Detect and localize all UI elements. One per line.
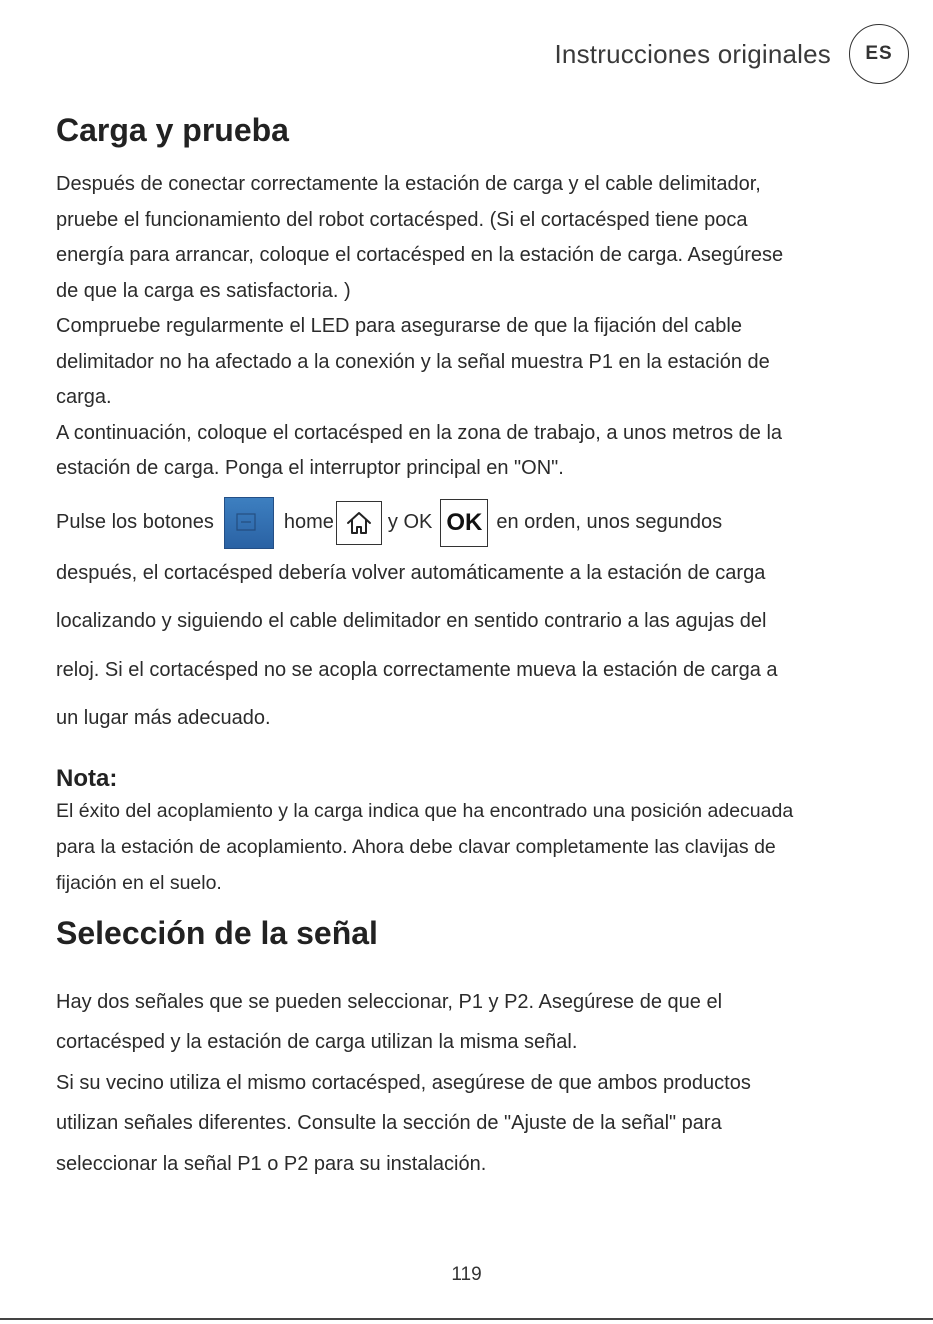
- section-title-senal: Selección de la señal: [56, 914, 378, 951]
- text-line: después, el cortacésped debería volver automáticamente a la estación de carga: [56, 561, 766, 584]
- text-line: cortacésped y la estación de carga utilizan la misma señal.: [56, 1031, 578, 1053]
- section1-paragraph-a: [56, 167, 876, 487]
- text-line: A continuación, coloque el cortacésped en la zona de trabajo, a unos metros de la: [56, 421, 783, 444]
- page-content: [56, 112, 876, 1184]
- ok-key-icon: OK: [440, 499, 488, 547]
- text-line: seleccionar la señal P1 o P2 para su instalación.: [56, 1152, 487, 1175]
- language-badge: ES: [849, 24, 909, 84]
- text-line: Si su vecino utiliza el mismo cortacésped, asegúrese de que ambos productos: [56, 1071, 751, 1094]
- text-line: carga.: [56, 386, 112, 408]
- buttons-prefix: Pulse los botones: [56, 511, 214, 533]
- text-line: para la estación de acoplamiento. Ahora debe clavar completamente las clavijas de: [56, 835, 776, 858]
- page-number: 119: [451, 1264, 482, 1285]
- footer-divider: [0, 1318, 933, 1320]
- home-icon: [336, 501, 382, 545]
- text-line: reloj. Si el cortacésped no se acopla correctamente mueva la estación de carga a: [56, 658, 778, 681]
- text-line: delimitador no ha afectado a la conexión y la señal muestra P1 en la estación de: [56, 350, 770, 373]
- ok-label: y OK: [387, 511, 433, 533]
- note-title: Nota:: [56, 764, 118, 792]
- text-line: de que la carga es satisfactoria. ): [56, 279, 351, 302]
- text-line: energía para arrancar, coloque el cortacésped en la estación de carga. Asegúrese: [56, 244, 784, 266]
- text-line: fijación en el suelo.: [56, 871, 222, 894]
- buttons-instruction-line: [56, 497, 876, 549]
- text-line: Después de conectar correctamente la estación de carga y el cable delimitador,: [56, 173, 761, 195]
- text-line: Compruebe regularmente el LED para asegurarse de que la fijación del cable: [56, 315, 742, 337]
- section1-paragraph-b: [56, 549, 876, 743]
- start-button-icon: [224, 497, 274, 549]
- text-line: Hay dos señales que se pueden seleccionar, P1 y P2. Asegúrese de que el: [56, 990, 723, 1013]
- section2-paragraph: [56, 982, 876, 1185]
- note-paragraph: [56, 793, 876, 901]
- page-header: [555, 24, 910, 84]
- home-label: home: [283, 511, 334, 533]
- text-line: pruebe el funcionamiento del robot cortacésped. (Si el cortacésped tiene poca: [56, 208, 748, 231]
- buttons-suffix: en orden, unos segundos: [496, 511, 723, 533]
- text-line: El éxito del acoplamiento y la carga indica que ha encontrado una posición adecuada: [56, 799, 794, 822]
- text-line: localizando y siguiendo el cable delimitador en sentido contrario a las agujas del: [56, 610, 767, 632]
- text-line: estación de carga. Ponga el interruptor principal en "ON".: [56, 457, 564, 479]
- text-line: utilizan señales diferentes. Consulte la sección de "Ajuste de la señal" para: [56, 1112, 722, 1134]
- header-title: Instrucciones originales: [554, 38, 831, 69]
- section-title-carga: Carga y prueba: [56, 112, 289, 148]
- text-line: un lugar más adecuado.: [56, 707, 271, 729]
